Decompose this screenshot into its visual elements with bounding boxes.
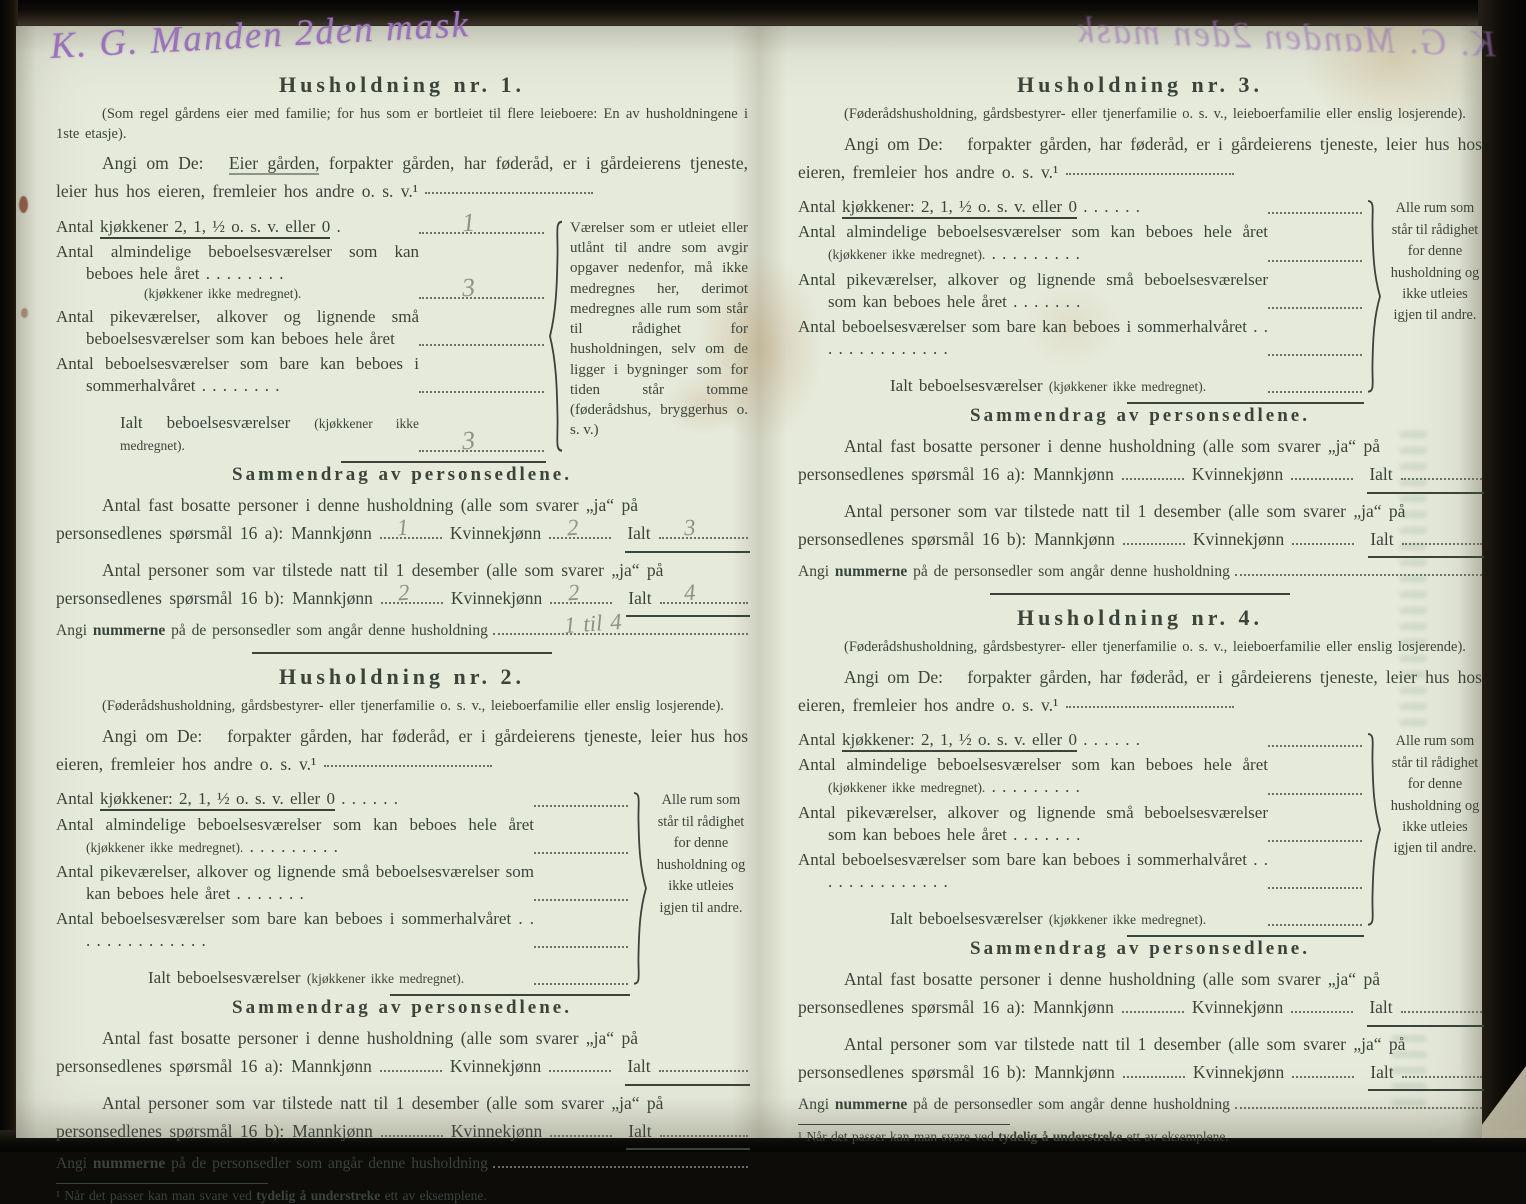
row-label: Antal [798, 197, 843, 217]
angi-rest: på de personsedler som angår denne husholdning [913, 1096, 1230, 1113]
kvinne-fill[interactable] [1291, 997, 1353, 1013]
brace-icon [1365, 198, 1383, 395]
question-ref: personsedlenes spørsmål 16 b): [798, 528, 1027, 549]
mann-label: Mannkjønn [291, 1056, 372, 1077]
answer-fill-line[interactable] [324, 765, 492, 767]
row-note: (kjøkkener ikke medregnet). [120, 416, 419, 454]
summary-line-a: Antal fast bosatte personer i denne husholdning (alle som svarer „ja“ på [844, 969, 1380, 989]
total-rooms-row [56, 412, 544, 456]
rooms-block [56, 788, 748, 989]
household-1-instruction [56, 149, 748, 206]
row-label: Antal almindelige beboelsesværelser som kan beboes hele året [798, 755, 1268, 775]
mann-label: Mannkjønn [291, 523, 372, 544]
ialt-label: Ialt [627, 523, 651, 544]
personsedler-row [56, 609, 748, 640]
row-label: Antal pikeværelser, alkover og lignende små beboelsesværelser som kan beboes hele året . . . . . . . [798, 269, 1268, 311]
household-4-title: Husholdning nr. 4. [1016, 605, 1264, 630]
personsedler-fill[interactable] [493, 1154, 748, 1168]
year-rooms-row [56, 814, 628, 858]
ialt-fill[interactable] [1401, 464, 1482, 480]
row-note: (kjøkkener ikke medregnet). [306, 971, 465, 987]
row-label: Antal pikeværelser, alkover og lignende små beboelsesværelser som kan beboes hele året . . . . . . . [798, 802, 1268, 844]
summary-counts-a [798, 461, 1482, 487]
kvinne-value: 2 [565, 515, 580, 541]
year-rooms-row [56, 241, 544, 303]
angi-label: Angi [56, 1155, 87, 1173]
household-1-title: Husholdning nr. 1. [278, 72, 526, 97]
kvinne-fill[interactable] [1292, 1062, 1354, 1078]
total-rooms-row [798, 375, 1362, 397]
kvinne-fill[interactable] [1292, 529, 1354, 545]
leader-dots: . . . . . . [1076, 197, 1140, 217]
summer-rooms-row [798, 316, 1362, 360]
total-rooms-row [798, 908, 1362, 930]
angi-label: Angi [798, 1096, 829, 1113]
kvinne-fill[interactable] [550, 1121, 612, 1137]
mann-fill[interactable] [1122, 464, 1184, 480]
summer-rooms-fill[interactable] [419, 375, 544, 393]
year-rooms-fill[interactable] [419, 272, 544, 303]
summary-line-a: Antal fast bosatte personer i denne husholdning (alle som svarer „ja“ på [844, 436, 1380, 456]
small-rooms-fill[interactable] [1268, 824, 1362, 842]
summary-title: Sammendrag av personsedlene. [970, 405, 1310, 426]
personsedler-row [56, 1154, 748, 1173]
rooms-block [798, 196, 1482, 397]
mann-fill[interactable] [381, 1121, 443, 1137]
angi-bold: nummerne [834, 563, 908, 580]
personsedler-fill[interactable] [493, 609, 748, 639]
ink-spot [19, 196, 28, 213]
household-1-subtitle: (Som regel gårdens eier med familie; for hus som er bortleiet til flere leieboere: En av husholdningene i 1ste etasje). [56, 106, 748, 142]
summary-line-b: Antal personer som var tilstede natt til 1 desember (alle som svarer „ja“ på [844, 500, 1406, 521]
household-4-subtitle: (Føderådshusholdning, gårdsbestyrer- eller tjenerfamilie o. s. v., leieboerfamilie eller enslig losjerende). [844, 639, 1466, 655]
kitchen-count-row [798, 729, 1362, 751]
year-rooms-fill[interactable] [1268, 244, 1362, 262]
summary-counts-b [798, 526, 1482, 552]
personsedler-row [798, 562, 1482, 581]
summary-block [56, 997, 748, 1173]
book-edge-right [1478, 0, 1526, 1152]
row-note: (kjøkkener ikke medregnet). [1048, 378, 1207, 394]
household-3-section [798, 72, 1482, 595]
household-2-subtitle: (Føderådshusholdning, gårdsbestyrer- eller tjenerfamilie o. s. v., leieboerfamilie eller enslig losjerende). [102, 698, 724, 715]
summary-counts-a [798, 994, 1482, 1020]
row-label: Ialt beboelsesværelser [890, 375, 1049, 395]
kvinne-label: Kvinnekjønn [450, 1120, 543, 1141]
right-page [798, 9, 1497, 1144]
footnote-bold: tydelig å understreke [998, 1129, 1123, 1144]
angi-rest: på de personsedler som angår denne husholdning [171, 622, 488, 640]
summary-line-a: Antal fast bosatte personer i denne husholdning (alle som svarer „ja“ på [102, 495, 638, 516]
row-label: Antal pikeværelser, alkover og lignende små beboelsesværelser som kan beboes hele året . . . . . . . [56, 861, 534, 903]
kitchen-count-fill[interactable] [419, 207, 544, 238]
question-ref: personsedlenes spørsmål 16 b): [56, 1120, 285, 1141]
footnote-bold: tydelig å understreke [256, 1188, 381, 1204]
angi-rest: på de personsedler som angår denne husholdning [171, 1155, 488, 1173]
summary-counts-b [798, 1059, 1482, 1085]
angi-bold: nummerne [92, 1155, 166, 1173]
household-2-title: Husholdning nr. 2. [278, 664, 526, 690]
mann-value: 2 [397, 579, 411, 606]
summary-block [56, 464, 748, 654]
ialt-label: Ialt [627, 1056, 651, 1077]
total-rooms-fill[interactable] [419, 425, 544, 456]
brace-icon [631, 790, 649, 987]
instruction-options: forpakter gården, har føderåd, er i gårdeierens tjeneste, leier hus hos eieren, fremleier hos andre o. s. v.¹ [798, 666, 1482, 715]
household-3-title: Husholdning nr. 3. [1016, 72, 1264, 97]
instruction-options: forpakter gården, har føderåd, er i gårdeierens tjeneste, leier hus hos eieren, fremleier hos andre o. s. v.¹ [56, 725, 749, 775]
mann-fill[interactable] [380, 515, 442, 541]
row-label: Ialt beboelsesværelser [890, 908, 1049, 928]
mann-fill[interactable] [380, 1056, 442, 1072]
ialt-label: Ialt [1369, 464, 1393, 485]
side-note: Alle rum som står til rådighet for denne husholdning og ikke utleies igjen til andre. [656, 792, 746, 916]
ialt-label: Ialt [628, 587, 652, 608]
kvinne-fill[interactable] [550, 579, 612, 606]
summary-line-a: Antal fast bosatte personer i denne husholdning (alle som svarer „ja“ på [102, 1028, 638, 1049]
year-rooms-value: 3 [460, 272, 476, 303]
instruction-options: forpakter gården, har føderåd, er i gårdeierens tjeneste, leier hus hos eieren, fremleier hos andre o. s. v.¹ [56, 153, 748, 202]
personsedler-row [798, 1095, 1482, 1114]
kvinne-fill[interactable] [1291, 464, 1353, 480]
kitchen-count-fill[interactable] [1268, 196, 1362, 214]
kitchen-count-value: 1 [460, 207, 476, 238]
underlined-answer: Eier gården, [228, 153, 320, 174]
ialt-label: Ialt [1370, 1061, 1394, 1082]
mann-value: 1 [396, 515, 410, 541]
side-note: Alle rum som står til rådighet for denne husholdning og ikke utleies igjen til andre. [1390, 733, 1480, 857]
footnote-text: ¹ Når det passer kan man svare ved [798, 1129, 999, 1144]
angi-rest: på de personsedler som angår denne husholdning [913, 563, 1230, 580]
row-label: Antal [798, 730, 843, 750]
row-label-underlined: kjøkkener: 2, 1, ½ o. s. v. eller 0 [842, 197, 1077, 219]
household-1-section [56, 72, 748, 654]
instruction-prefix: Angi om De: [844, 133, 944, 154]
leader-dots: . [330, 216, 341, 236]
ialt-fill[interactable] [1402, 529, 1482, 545]
total-rooms-fill[interactable] [1268, 375, 1362, 393]
row-label: Antal beboelsesværelser som bare kan beboes i sommerhalvåret . . . . . . . . . . . . . . [798, 316, 1268, 358]
kvinne-label: Kvinnekjønn [1191, 997, 1284, 1018]
kitchen-count-row [56, 207, 544, 238]
mann-label: Mannkjønn [1033, 997, 1114, 1018]
kvinne-fill[interactable] [549, 1056, 611, 1072]
row-note: (kjøkkener ikke medregnet). [1048, 911, 1207, 927]
angi-bold: nummerne [834, 1096, 908, 1113]
row-note: (kjøkkener ikke medregnet). [86, 839, 244, 855]
kvinne-label: Kvinnekjønn [1192, 1061, 1285, 1082]
leader-dots: . . . . . . [1076, 730, 1140, 750]
footnote-text: ett av eksemplene. [380, 1188, 487, 1204]
mann-label: Mannkjønn [1034, 528, 1115, 549]
answer-fill-line[interactable] [1066, 173, 1234, 175]
instruction-prefix: Angi om De: [102, 725, 203, 746]
row-label-underlined: kjøkkener 2, 1, ½ o. s. v. eller 0 [100, 217, 330, 239]
handwriting-signature: K. G. Manden 2den mask [49, 4, 471, 67]
instruction-prefix: Angi om De: [844, 666, 944, 687]
row-label: Antal [56, 789, 101, 809]
instruction-prefix: Angi om De: [102, 153, 204, 174]
census-form-spread [16, 4, 1497, 1204]
row-label: Antal [56, 216, 101, 236]
kvinne-fill[interactable] [549, 515, 611, 541]
summary-title: Sammendrag av personsedlene. [232, 997, 572, 1019]
side-note: Alle rum som står til rådighet for denne husholdning og ikke utleies igjen til andre. [1390, 200, 1480, 324]
row-note: (kjøkkener ikke medregnet). [144, 286, 302, 302]
row-note: (kjøkkener ikke medregnet). [828, 247, 986, 263]
row-label: Antal beboelsesværelser som bare kan beboes i sommerhalvåret . . . . . . . . [56, 353, 419, 395]
small-rooms-row [798, 269, 1362, 313]
question-ref: personsedlenes spørsmål 16 a): [798, 464, 1026, 485]
summary-block [798, 405, 1482, 595]
total-rooms-fill[interactable] [534, 967, 628, 985]
ialt-fill[interactable] [660, 1121, 748, 1137]
personsedler-fill[interactable] [1235, 562, 1482, 576]
kitchen-count-fill[interactable] [1268, 729, 1362, 747]
rooms-block [798, 729, 1482, 930]
kitchen-count-fill[interactable] [534, 789, 628, 807]
question-ref: personsedlenes spørsmål 16 a): [56, 523, 284, 544]
answer-fill-line[interactable] [425, 192, 593, 194]
summary-line-b: Antal personer som var tilstede natt til 1 desember (alle som svarer „ja“ på [844, 1033, 1406, 1054]
summary-title: Sammendrag av personsedlene. [232, 464, 572, 486]
angi-bold: nummerne [92, 622, 166, 640]
question-ref: personsedlenes spørsmål 16 b): [56, 587, 285, 608]
kvinne-label: Kvinnekjønn [1191, 464, 1284, 485]
small-rooms-row [56, 861, 628, 905]
answer-fill-line[interactable] [1066, 706, 1234, 708]
summer-rooms-fill[interactable] [1268, 871, 1362, 889]
personsedler-value: 1 til 4 [563, 609, 623, 639]
kitchen-count-row [56, 788, 628, 810]
mann-label: Mannkjønn [292, 587, 373, 608]
instruction-options: forpakter gården, har føderåd, er i gårdeierens tjeneste, leier hus hos eieren, fremleier hos andre o. s. v.¹ [798, 133, 1482, 182]
leader-dots: . . . . . . . . . [243, 836, 338, 856]
year-rooms-row [798, 221, 1362, 265]
ialt-fill[interactable] [1402, 1062, 1482, 1078]
footnote-text: ett av eksemplene. [1122, 1129, 1229, 1144]
summer-rooms-fill[interactable] [1268, 338, 1362, 356]
summary-title: Sammendrag av personsedlene. [970, 938, 1310, 959]
mann-label: Mannkjønn [1033, 464, 1114, 485]
year-rooms-fill[interactable] [534, 836, 628, 854]
leader-dots: . . . . . . . . . [985, 244, 1080, 264]
summary-block [798, 938, 1482, 1114]
row-label: Ialt beboelsesværelser [148, 968, 307, 988]
row-note: (kjøkkener ikke medregnet). [828, 780, 986, 796]
kvinne-label: Kvinnekjønn [449, 523, 542, 544]
ialt-label: Ialt [1369, 997, 1393, 1018]
question-ref: personsedlenes spørsmål 16 a): [798, 997, 1026, 1018]
total-rooms-fill[interactable] [1268, 908, 1362, 926]
ialt-value: 3 [682, 515, 697, 541]
kvinne-label: Kvinnekjønn [1192, 528, 1285, 549]
row-label: Antal almindelige beboelsesværelser som kan beboes hele året [56, 814, 534, 834]
summer-rooms-row [56, 353, 544, 397]
side-note: Værelser som er utleiet eller utlånt til andre som avgir opgaver nedenfor, må ikke medregnes her, derimot medregnes alle rum som står til rådighet for husholdningen, selv om de ligger i bygninger som for tiden står tomme (føderådshus, bryggerhus o. s. v.) [570, 219, 748, 439]
summer-rooms-row [798, 849, 1362, 893]
household-3-subtitle: (Føderådshusholdning, gårdsbestyrer- eller tjenerfamilie o. s. v., leieboerfamilie eller enslig losjerende). [844, 106, 1466, 122]
row-label: Antal beboelsesværelser som bare kan beboes i sommerhalvåret . . . . . . . . . . . . . . [56, 908, 534, 951]
mann-fill[interactable] [1123, 529, 1185, 545]
mann-fill[interactable] [1123, 1062, 1185, 1078]
household-4-instruction [798, 663, 1482, 720]
ialt-fill[interactable] [660, 579, 748, 606]
summary-line-b: Antal personer som var tilstede natt til 1 desember (alle som svarer „ja“ på [102, 559, 664, 580]
question-ref: personsedlenes spørsmål 16 a): [56, 1056, 284, 1077]
left-page [49, 4, 749, 1204]
brace-icon [1365, 731, 1383, 928]
summer-rooms-fill[interactable] [534, 930, 628, 948]
ialt-fill[interactable] [659, 515, 748, 541]
ialt-fill[interactable] [659, 1056, 748, 1072]
summary-line-b: Antal personer som var tilstede natt til 1 desember (alle som svarer „ja“ på [102, 1092, 664, 1113]
brace-icon [547, 218, 565, 454]
rooms-block [56, 207, 748, 456]
summary-counts-b [56, 1118, 748, 1144]
year-rooms-fill[interactable] [1268, 777, 1362, 795]
leader-dots: . . . . . . [334, 789, 398, 809]
section-divider [252, 652, 552, 654]
mann-label: Mannkjønn [292, 1120, 373, 1141]
ink-spot [21, 308, 28, 318]
summary-counts-b [56, 579, 748, 611]
total-rooms-value: 3 [460, 425, 476, 456]
kvinne-value: 2 [566, 579, 581, 606]
question-ref: personsedlenes spørsmål 16 b): [798, 1061, 1027, 1082]
row-label: Antal pikeværelser, alkover og lignende små beboelsesværelser som kan beboes hele året [56, 306, 419, 348]
household-4-section [798, 605, 1482, 1114]
footnote [56, 1183, 748, 1204]
kvinne-label: Kvinnekjønn [450, 587, 543, 608]
angi-label: Angi [56, 622, 87, 640]
mann-fill[interactable] [381, 579, 443, 606]
small-rooms-fill[interactable] [534, 883, 628, 901]
summary-counts-a [56, 1053, 748, 1079]
year-rooms-row [798, 754, 1362, 798]
small-rooms-fill[interactable] [1268, 291, 1362, 309]
ialt-label: Ialt [1370, 528, 1394, 549]
summer-rooms-row [56, 908, 628, 952]
ialt-fill[interactable] [1401, 997, 1482, 1013]
household-2-section [56, 664, 748, 1173]
household-3-instruction [798, 130, 1482, 187]
handwriting-bleed-through: K. G. Manden 2den mask [1075, 9, 1497, 66]
small-rooms-row [56, 306, 544, 350]
kitchen-count-row [798, 196, 1362, 218]
footnote-text: ¹ Når det passer kan man svare ved [56, 1188, 257, 1204]
row-label: Antal almindelige beboelsesværelser som kan beboes hele året [798, 222, 1268, 242]
mann-label: Mannkjønn [1034, 1061, 1115, 1082]
summary-counts-a [56, 515, 748, 546]
kvinne-label: Kvinnekjønn [449, 1056, 542, 1077]
small-rooms-fill[interactable] [419, 328, 544, 346]
row-label-underlined: kjøkkener: 2, 1, ½ o. s. v. eller 0 [842, 730, 1077, 752]
household-2-instruction [56, 722, 748, 779]
row-label-underlined: kjøkkener: 2, 1, ½ o. s. v. eller 0 [100, 789, 335, 811]
leader-dots: . . . . . . . . . [985, 777, 1080, 797]
ialt-label: Ialt [628, 1120, 652, 1141]
footnote [798, 1124, 1482, 1145]
row-label: Antal beboelsesværelser som bare kan beboes i sommerhalvåret . . . . . . . . . . . . . . [798, 849, 1268, 891]
personsedler-fill[interactable] [1235, 1095, 1482, 1109]
mann-fill[interactable] [1122, 997, 1184, 1013]
section-divider [990, 593, 1290, 595]
total-rooms-row [56, 967, 628, 989]
small-rooms-row [798, 802, 1362, 846]
row-label: Ialt beboelsesværelser [120, 413, 315, 433]
row-label: Antal almindelige beboelsesværelser som kan beboes hele året . . . . . . . . [56, 241, 419, 283]
ialt-value: 4 [683, 579, 697, 606]
angi-label: Angi [798, 563, 829, 580]
